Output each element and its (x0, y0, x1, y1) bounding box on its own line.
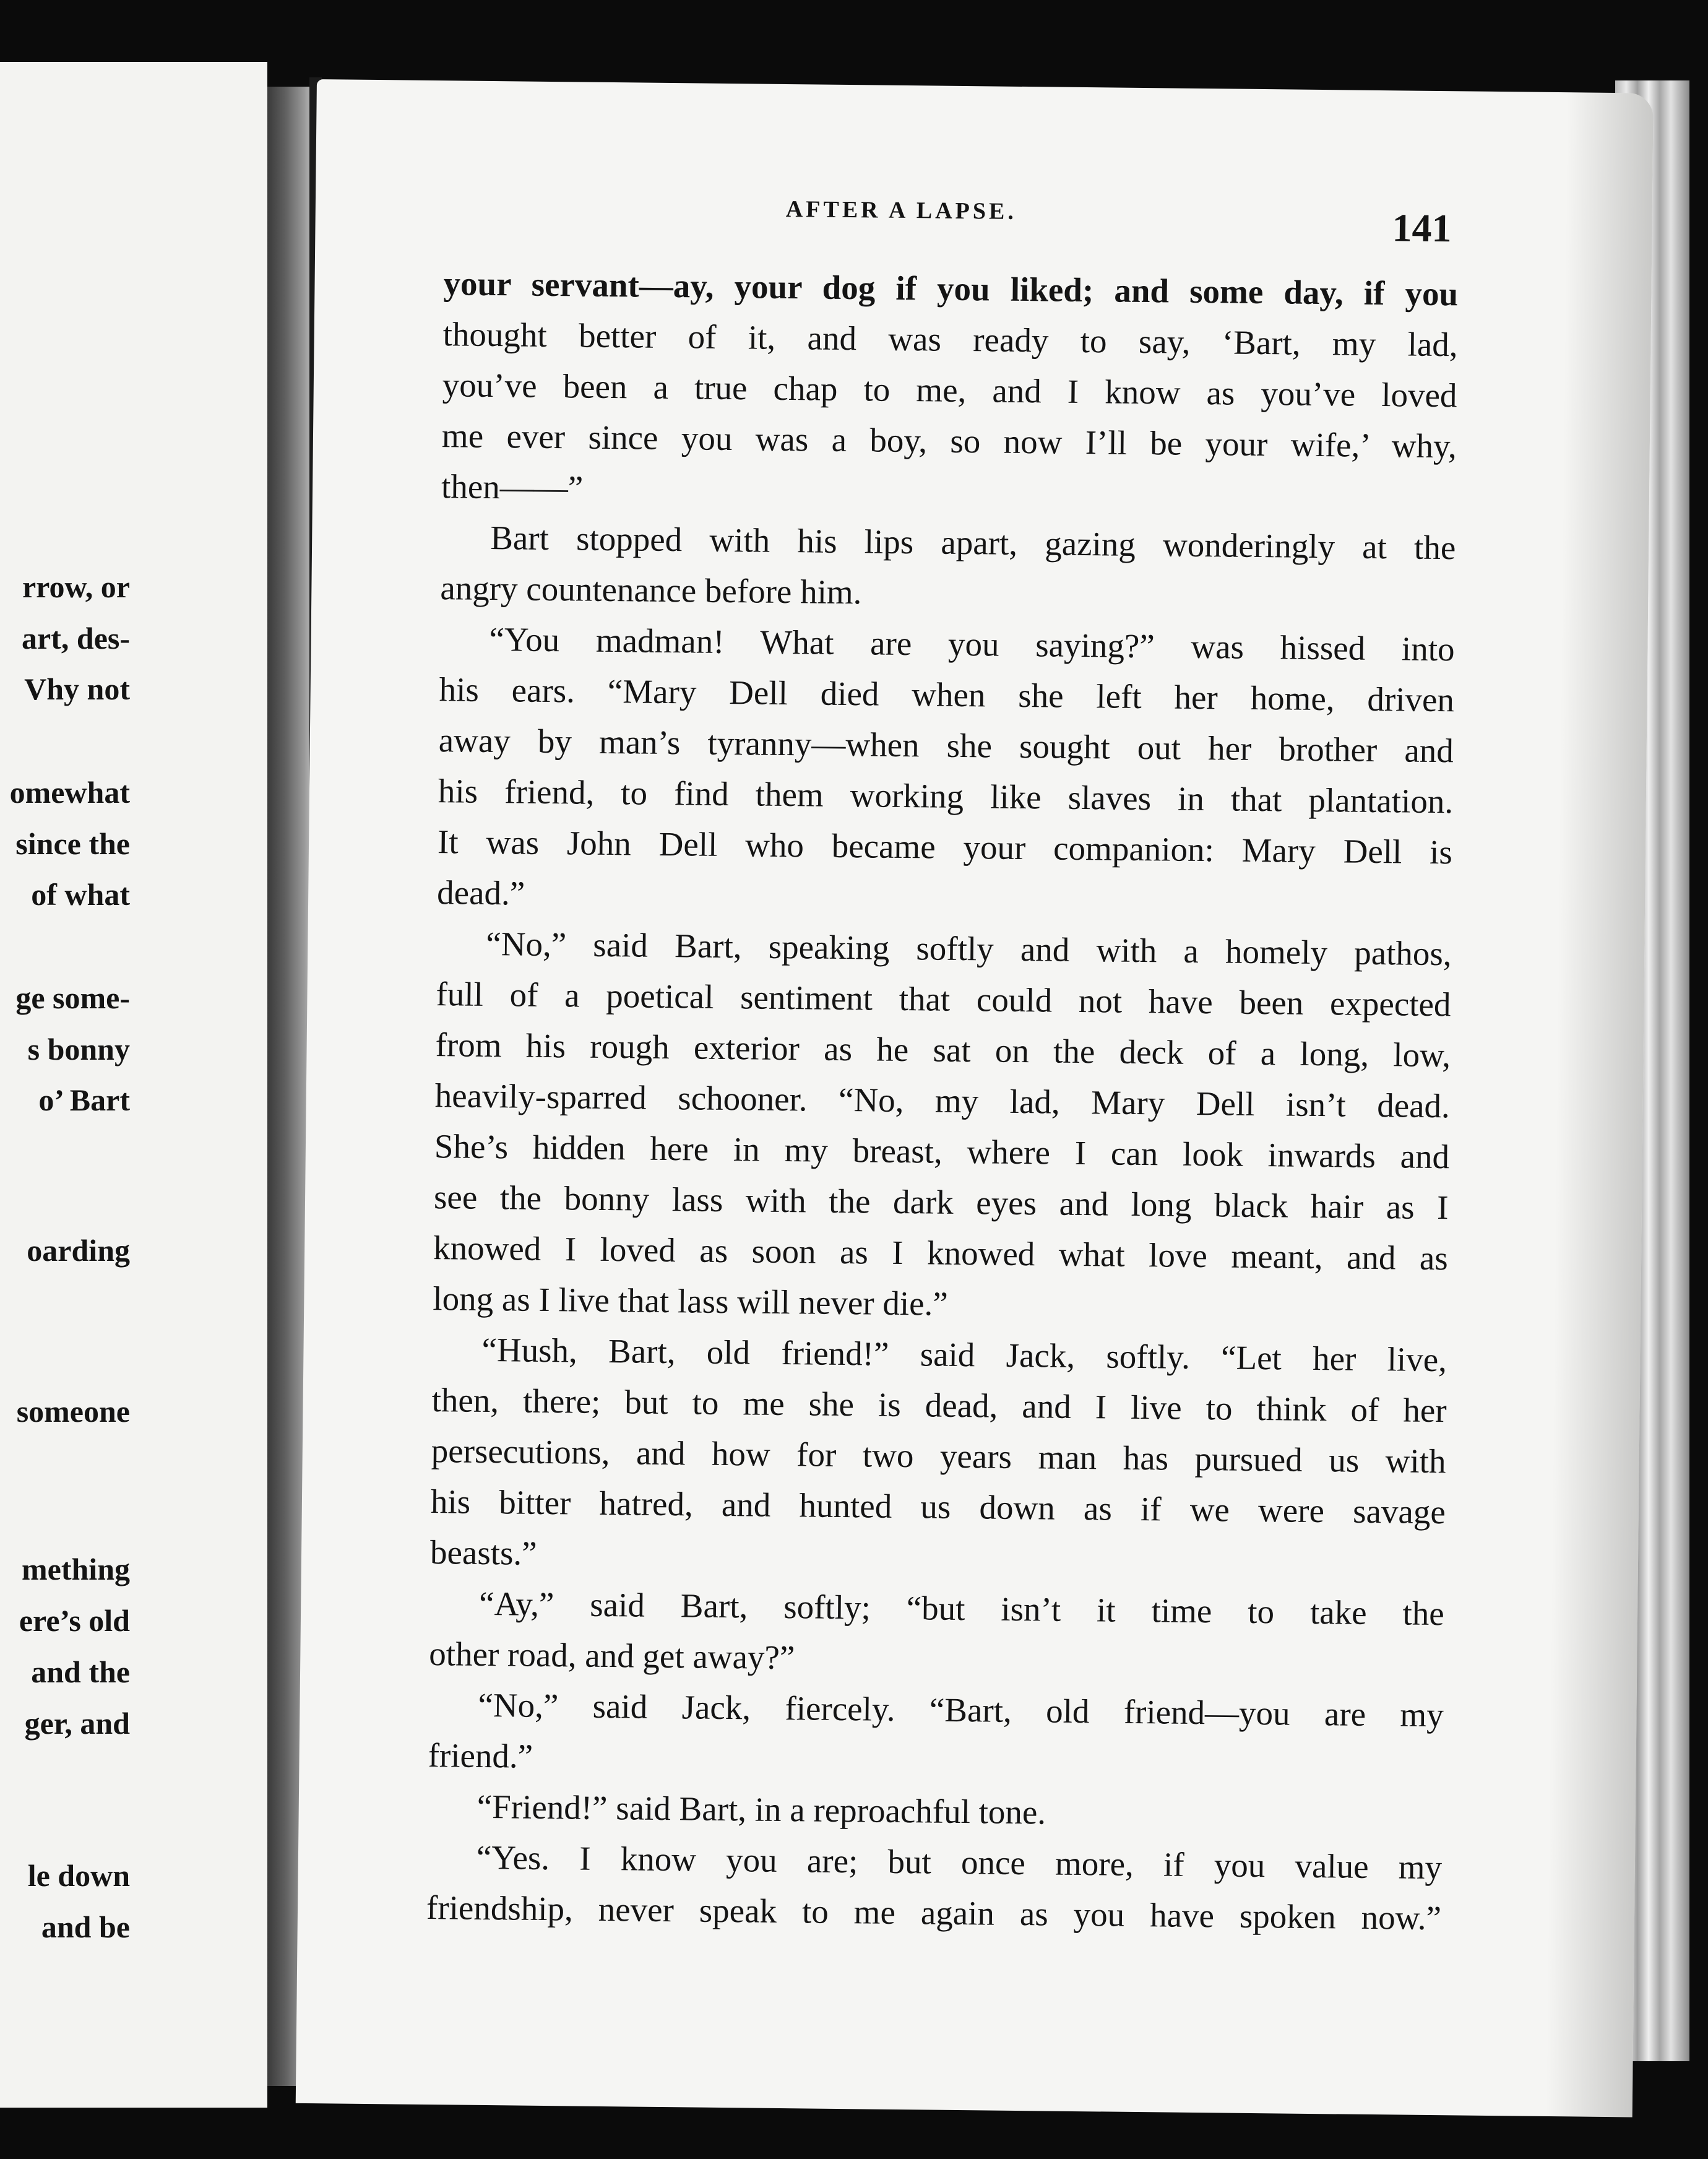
text-line: “Ay,” said Bart, softly; “but isn’t it time to take the (478, 1584, 1445, 1633)
text-line: “No,” said Jack, fiercely. “Bart, old friend—you are my (478, 1685, 1444, 1734)
text-line: full of a poetical sentiment that could not have been expected (436, 975, 1451, 1024)
text-line: Bart stopped with his lips apart, gazing wonderingly at the (490, 518, 1456, 567)
right-page (296, 79, 1654, 2117)
text-line: away by man’s tyranny—when she sought out her brother and (438, 721, 1454, 770)
text-line: then, there; but to me she is dead, and I live to think of her (431, 1381, 1447, 1430)
left-page-line: Vhy not (24, 672, 130, 706)
text-line: friend.” (428, 1736, 533, 1775)
left-page-line: art, des- (22, 621, 130, 655)
left-page-line: ger, and (24, 1706, 130, 1741)
text-line: dead.” (436, 873, 525, 912)
text-line: knowed I loved as soon as I knowed what love meant, and as (433, 1229, 1449, 1278)
left-page (0, 62, 267, 2108)
left-page-line: and the (31, 1655, 130, 1689)
text-line: angry countenance before him. (440, 569, 862, 612)
left-page-line: and be (41, 1910, 130, 1944)
text-line: “You madman! What are you saying?” was hissed into (489, 620, 1455, 668)
text-line: see the bonny lass with the dark eyes and long black hair as I (433, 1178, 1449, 1227)
text-line: his bitter hatred, and hunted us down as if we were savage (430, 1482, 1446, 1531)
text-line: from his rough exterior as he sat on the deck of a long, low, (435, 1026, 1451, 1075)
left-page-line: ere’s old (19, 1603, 130, 1638)
left-page-line: le down (27, 1858, 130, 1893)
text-line: heavily-sparred schooner. “No, my lad, Mary Dell isn’t dead. (434, 1076, 1451, 1125)
text-line: me ever since you was a boy, so now I’ll be your wife,’ why, (441, 417, 1457, 465)
text-line: other road, and get away?” (429, 1635, 795, 1677)
running-head: AFTER A LAPSE. (785, 196, 1017, 225)
text-line: then——” (441, 467, 584, 507)
left-page-line: rrow, or (22, 569, 130, 604)
text-line: friendship, never speak to me again as you have spoken now.” (426, 1889, 1442, 1937)
left-page-line: mething (22, 1552, 130, 1586)
text-line: long as I live that lass will never die.” (433, 1279, 949, 1323)
text-line: It was John Dell who became your companion: Mary Dell is (437, 823, 1453, 872)
left-page-line: o’ Bart (38, 1083, 130, 1117)
left-page-line: oarding (27, 1233, 130, 1268)
left-page-line: since the (15, 826, 130, 861)
text-line: your servant—ay, your dog if you liked; and some day, if you (443, 264, 1459, 313)
text-line: you’ve been a true chap to me, and I know as you’ve loved (442, 366, 1457, 415)
left-page-line: someone (16, 1394, 130, 1429)
left-page-line: s bonny (27, 1032, 130, 1067)
left-page-line: of what (31, 877, 130, 912)
text-line: persecutions, and how for two years man has pursued us with (431, 1432, 1446, 1481)
text-line: his ears. “Mary Dell died when she left her home, driven (439, 670, 1455, 719)
text-line: She’s hidden here in my breast, where I can look inwards and (434, 1127, 1450, 1176)
text-line: “Friend!” said Bart, in a reproachful tone. (477, 1787, 1046, 1832)
text-line: thought better of it, and was ready to say, ‘Bart, my lad, (442, 315, 1458, 364)
text-line: “No,” said Bart, speaking softly and with a homely pathos, (486, 924, 1452, 973)
text-line: “Yes. I know you are; but once more, if you value my (476, 1838, 1443, 1887)
left-page-line: omewhat (9, 775, 130, 810)
text-line: beasts.” (429, 1533, 537, 1572)
text-line: his friend, to find them working like slaves in that plantation. (438, 772, 1454, 821)
text-line: “Hush, Bart, old friend!” said Jack, softly. “Let her live, (481, 1330, 1447, 1379)
left-page-line: ge some- (15, 980, 130, 1015)
page-number: 141 (1392, 206, 1452, 251)
